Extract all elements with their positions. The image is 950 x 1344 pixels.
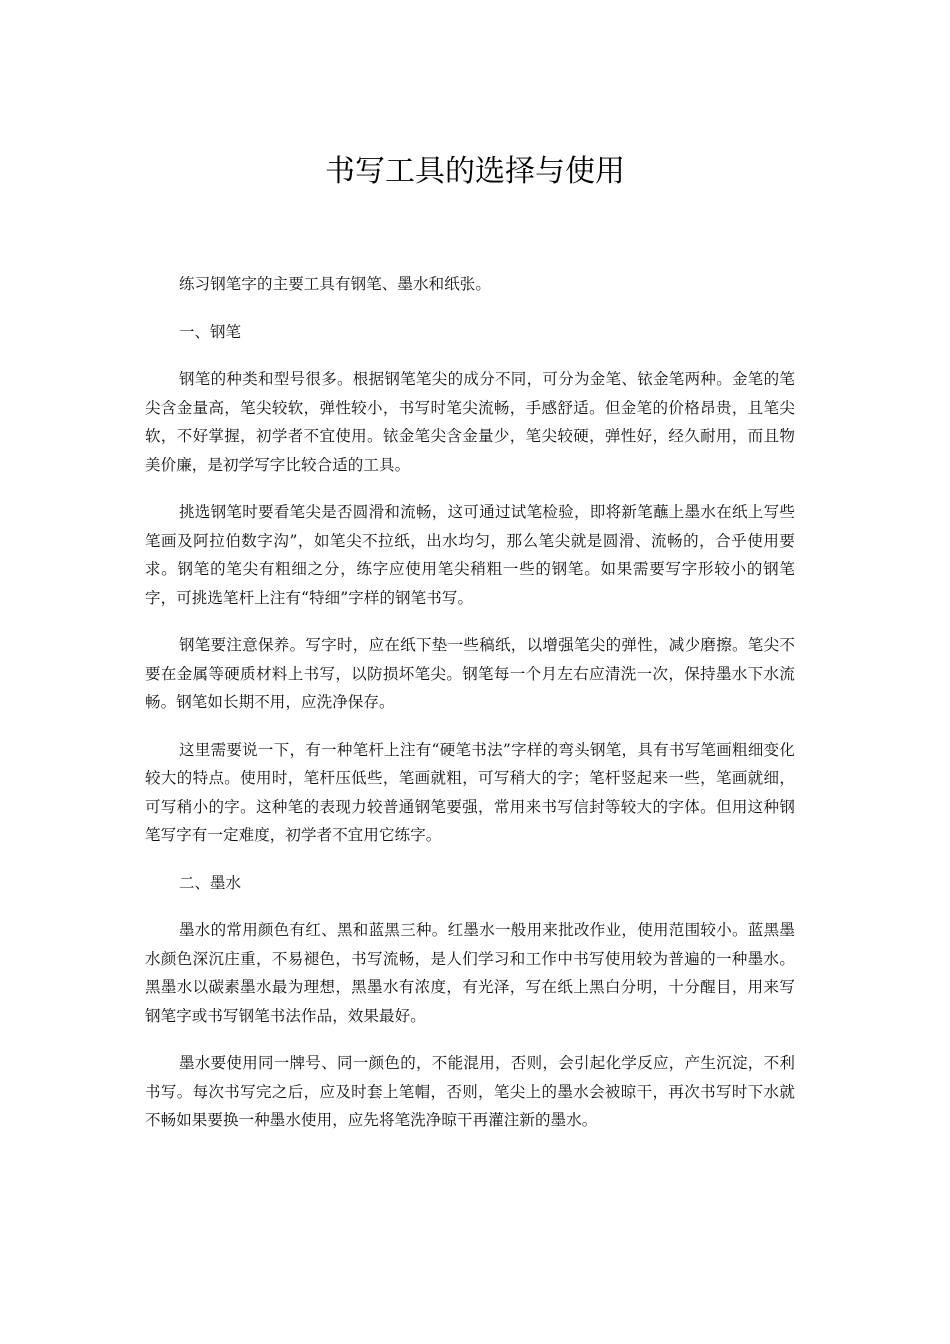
section-heading-pen: 一、钢笔 xyxy=(179,322,242,341)
paragraph: 钢笔的种类和型号很多。根据钢笔笔尖的成分不同，可分为金笔、铱金笔两种。金笔的笔尖含金量高，笔尖较软，弹性较小，书写时笔尖流畅，手感舒适。但金笔的价格昂贵，且笔尖软，不好掌握，初学者不宜使用。铱金笔尖含金量少，笔尖较硬，弹性好，经久耐用，而且物美价廉，是初学写字比较合适的工具。 xyxy=(145,370,795,474)
paragraph: 墨水要使用同一牌号、同一颜色的，不能混用，否则，会引起化学反应，产生沉淀，不利书写。每次书写完之后，应及时套上笔帽，否则，笔尖上的墨水会被晾干，再次书写时下水就不畅如果要换一种墨水使用，应先将笔洗净晾干再灌注新的墨水。 xyxy=(145,1054,795,1129)
paragraph: 钢笔要注意保养。写字时，应在纸下垫一些稿纸，以增强笔尖的弹性，减少磨擦。笔尖不要在金属等硬质材料上书写，以防损坏笔尖。钢笔每一个月左右应清洗一次，保持墨水下水流畅。钢笔如长期不用，应洗净保存。 xyxy=(145,636,795,711)
paragraph: 墨水的常用颜色有红、黑和蓝黑三种。红墨水一般用来批改作业，使用范围较小。蓝黑墨水颜色深沉庄重，不易褪色，书写流畅，是人们学习和工作中书写使用较为普遍的一种墨水。黑墨水以碳素墨水最为理想，黑墨水有浓度，有光泽，写在纸上黑白分明，十分醒目，用来写钢笔字或书写钢笔书法作品，效果最好。 xyxy=(145,921,795,1025)
document-body xyxy=(145,270,795,1154)
section-heading-ink: 二、墨水 xyxy=(179,873,242,892)
document-title: 书写工具的选择与使用 xyxy=(325,154,625,189)
paragraph: 这里需要说一下，有一种笔杆上注有“硬笔书法”字样的弯头钢笔，具有书写笔画粗细变化较大的特点。使用时，笔杆压低些，笔画就粗，可写稍大的字；笔杆竖起来一些，笔画就细，可写稍小的字。这种笔的表现力较普通钢笔要强，常用来书写信封等较大的字体。但用这种钢笔写字有一定难度，初学者不宜用它练字。 xyxy=(145,740,795,844)
paragraph: 挑选钢笔时要看笔尖是否圆滑和流畅，这可通过试笔检验，即将新笔蘸上墨水在纸上写些笔画及阿拉伯数字沟”，如笔尖不拉纸，出水均匀，那么笔尖就是圆滑、流畅的，合乎使用要求。钢笔的笔尖有粗细之分，练字应使用笔尖稍粗一些的钢笔。如果需要写字形较小的钢笔字，可挑选笔杆上注有“特细”字样的钢笔书写。 xyxy=(145,503,795,607)
intro-paragraph: 练习钢笔字的主要工具有钢笔、墨水和纸张。 xyxy=(179,275,492,293)
